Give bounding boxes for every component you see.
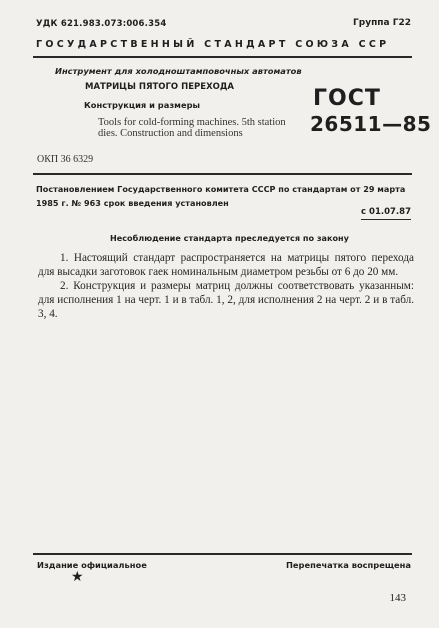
bottom-divider [33,553,412,555]
legal-notice: Несоблюдение стандарта преследуется по закону [110,233,349,243]
effective-date: с 01.07.87 [361,207,411,217]
udc-code: УДК 621.983.073:006.354 [36,19,167,29]
middle-divider [33,173,412,175]
edition-label: Издание официальное [37,560,147,570]
decree-text: Постановлением Государственного комитета СССР по стандартам от 29 марта 1985 г. № 963 срок введения установлен [36,184,406,208]
top-divider [33,56,412,58]
title-russian: МАТРИЦЫ ПЯТОГО ПЕРЕХОДА [85,82,234,92]
tool-line: Инструмент для холодноштамповочных автоматов [55,66,302,76]
title-english: Tools for cold-forming machines. 5th station dies. Construction and dimensions [98,117,286,139]
okp-code: ОКП 36 6329 [37,154,94,165]
paragraph-2: 2. Конструкция и размеры матриц должны соответствовать указанным: для исполнения 1 на черт. 1 и в табл. 1, 2, для исполнения 2 на черт. 2 и в табл. 3, 4. [38,280,414,320]
paragraph-1: 1. Настоящий стандарт распространяется на матрицы пятого перехода для высадки заготовок гаек номинальным диаметром резьбы от 6 до 20 мм. [38,252,414,278]
gost-number: 26511—85 [310,112,432,136]
date-underline [361,219,411,220]
subtitle-russian: Конструкция и размеры [84,100,201,110]
body-text [38,251,414,321]
reprint-notice: Перепечатка воспрещена [285,560,411,570]
group-code: Группа Г22 [353,18,411,28]
standard-heading: ГОСУДАРСТВЕННЫЙ СТАНДАРТ СОЮЗА ССР [36,39,390,50]
page-number: 143 [389,592,406,604]
gost-label: ГОСТ [313,86,381,111]
star-icon: ★ [71,569,84,585]
